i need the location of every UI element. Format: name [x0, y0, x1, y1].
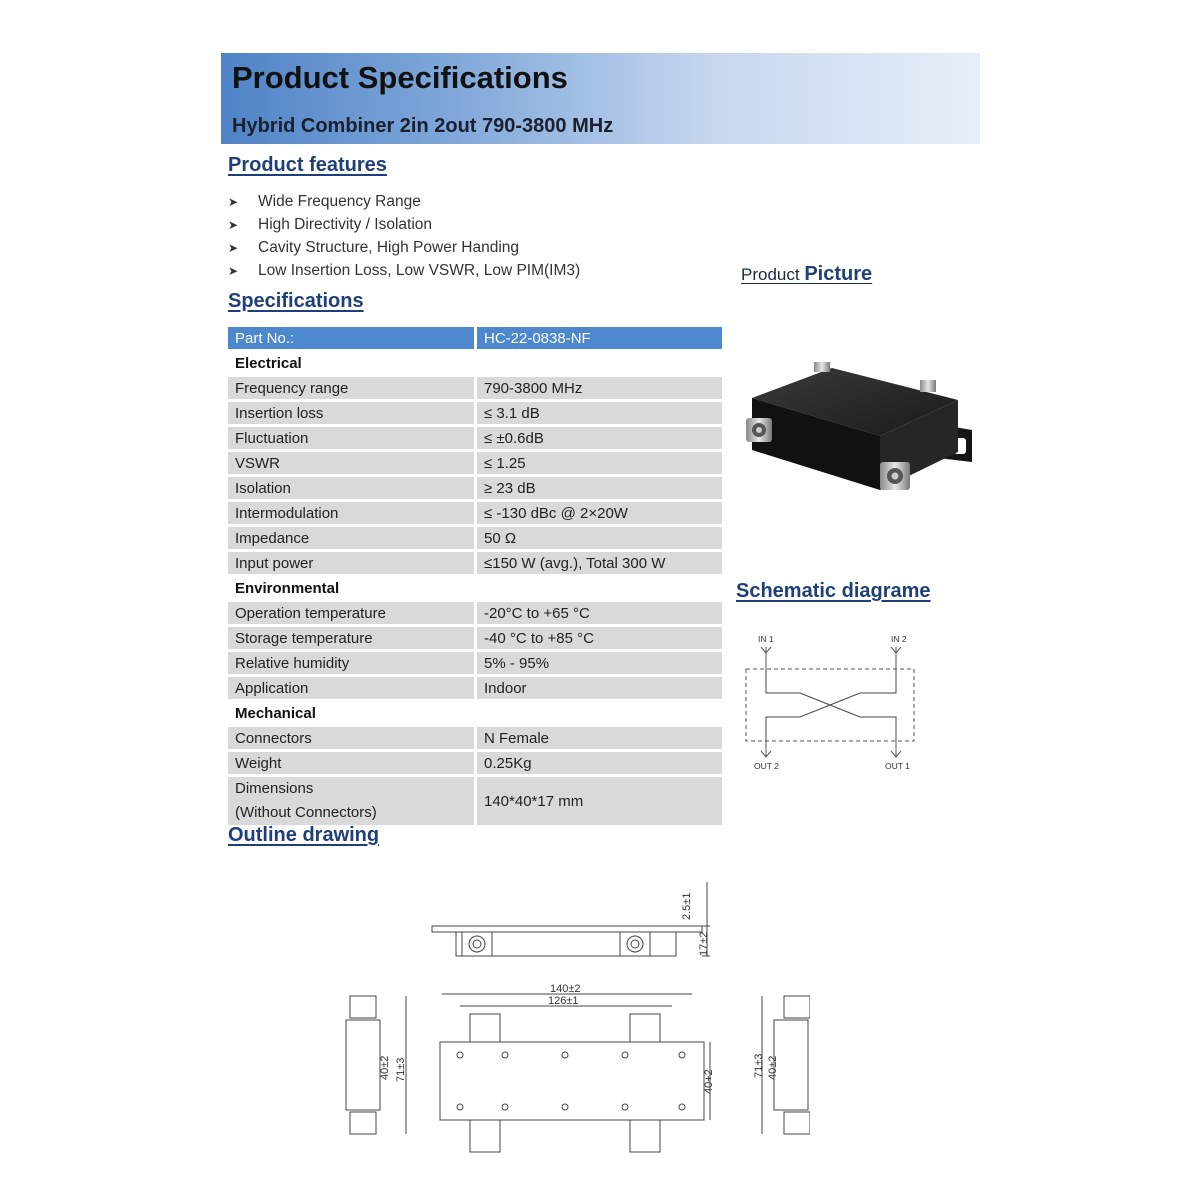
- section-label-electrical: Electrical: [228, 352, 722, 374]
- dim-thickness: 2.5±1: [681, 892, 693, 920]
- table-row: Application Indoor: [228, 677, 722, 699]
- schematic-heading: Schematic diagrame: [736, 580, 931, 602]
- table-row: Relative humidity 5% - 95%: [228, 652, 722, 674]
- table-row: Storage temperature -40 °C to +85 °C: [228, 627, 722, 649]
- table-row: Isolation ≥ 23 dB: [228, 477, 722, 499]
- outline-drawing: [330, 870, 810, 1160]
- page-subtitle: Hybrid Combiner 2in 2out 790-3800 MHz: [232, 115, 614, 137]
- table-row: Connectors N Female: [228, 727, 722, 749]
- part-no-value: HC-22-0838-NF: [474, 327, 722, 349]
- table-row: Operation temperature -20°C to +65 °C: [228, 602, 722, 624]
- schematic-diagram: [740, 625, 930, 775]
- spec-table: [228, 324, 722, 828]
- page-title: Product Specifications: [232, 60, 568, 95]
- section-label-mechanical: Mechanical: [228, 702, 722, 724]
- table-row: Weight 0.25Kg: [228, 752, 722, 774]
- section-label-environmental: Environmental: [228, 577, 722, 599]
- list-item: ➤ High Directivity / Isolation: [228, 215, 433, 233]
- dim-span-right: 71±3: [753, 1053, 765, 1078]
- table-row: Insertion loss ≤ 3.1 dB: [228, 402, 722, 424]
- dim-span-left: 71±3: [395, 1057, 407, 1082]
- table-row: Intermodulation ≤ -130 dBc @ 2×20W: [228, 502, 722, 524]
- table-row: VSWR ≤ 1.25: [228, 452, 722, 474]
- features-list: [228, 190, 580, 282]
- port-label-out2: OUT 2: [754, 761, 779, 771]
- arrow-bullet-icon: ➤: [228, 194, 239, 209]
- dim-length-overall: 140±2: [550, 983, 581, 995]
- port-label-in2: IN 2: [891, 634, 907, 644]
- table-row: Frequency range 790-3800 MHz: [228, 377, 722, 399]
- list-item: ➤ Low Insertion Loss, Low VSWR, Low PIM(IM3): [228, 261, 581, 279]
- arrow-bullet-icon: ➤: [228, 263, 239, 278]
- specifications-heading: Specifications: [228, 290, 364, 312]
- part-no-label: Part No.:: [228, 327, 474, 349]
- table-row: Fluctuation ≤ ±0.6dB: [228, 427, 722, 449]
- dim-right-width: 40+2: [703, 1069, 715, 1094]
- product-picture-heading: Product Picture: [741, 263, 873, 285]
- outline-heading: Outline drawing: [228, 824, 380, 846]
- port-label-out1: OUT 1: [885, 761, 910, 771]
- list-item: ➤ Wide Frequency Range: [228, 192, 421, 210]
- product-photo: [740, 362, 980, 502]
- dim-width-right: 40±2: [767, 1055, 779, 1080]
- dim-height: 17±2: [698, 931, 710, 956]
- table-row: Input power ≤150 W (avg.), Total 300 W: [228, 552, 722, 574]
- table-header-row: [228, 327, 722, 349]
- arrow-bullet-icon: ➤: [228, 217, 239, 232]
- list-item: ➤ Cavity Structure, High Power Handing: [228, 238, 520, 256]
- arrow-bullet-icon: ➤: [228, 240, 239, 255]
- header-banner: [221, 53, 980, 144]
- dim-width-left: 40±2: [379, 1055, 391, 1080]
- table-row: Dimensions (Without Connectors) 140*40*17 mm: [228, 777, 722, 825]
- features-heading: Product features: [228, 154, 387, 176]
- table-row: Impedance 50 Ω: [228, 527, 722, 549]
- port-label-in1: IN 1: [758, 634, 774, 644]
- dim-length-inner: 126±1: [548, 995, 579, 1007]
